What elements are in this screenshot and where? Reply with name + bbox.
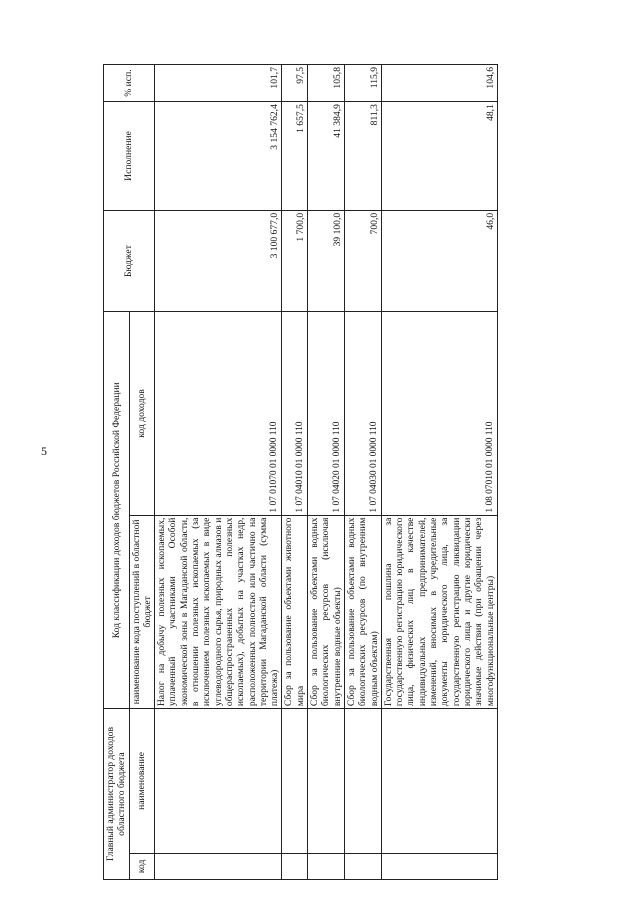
admin-code-cell [308,853,345,879]
revenue-table [103,64,498,880]
execution-cell: 1 657,5 [282,102,308,211]
revenue-code-cell: 1 07 04020 01 0000 110 [308,312,345,515]
table-row [381,65,497,880]
admin-name-cell [155,709,282,854]
admin-name-cell [282,709,308,854]
budget-cell: 1 700,0 [282,210,308,312]
revenue-name-cell: Сбор за пользование объектами водных биологических ресурсов (исключая внутренние водные объекты) [308,515,345,709]
header-percent: % исп. [104,65,155,102]
table-row [282,65,308,880]
table-row [344,65,381,880]
admin-code-cell [344,853,381,879]
admin-code-cell [381,853,497,879]
revenue-name-cell: Налог на добычу полезных ископаемых, уплаченный участниками Особой экономической зоны в Магаданской области, в отношении полезных ископаемых (за исключением полезных ископаемых в виде углеводородного сырья, природных алмазов и общераспространенных полезных ископаемых), добытых на участках недр, расположенных полностью или частично на территории Магаданской области (сумма платежа) [155,515,282,709]
header-execution: Исполнение [104,102,155,211]
budget-cell: 700,0 [344,210,381,312]
execution-cell: 41 384,9 [308,102,345,211]
header-budget: Бюджет [104,210,155,312]
admin-code-cell [282,853,308,879]
budget-cell: 3 100 677,0 [155,210,282,312]
header-row-1 [104,65,130,880]
page-number: 5 [41,444,47,458]
admin-name-cell [308,709,345,854]
percent-cell: 101,7 [155,65,282,102]
revenue-code-cell: 1 07 04010 01 0000 110 [282,312,308,515]
header-admin-name: наименование [129,709,155,854]
budget-cell: 39 100,0 [308,210,345,312]
revenue-name-cell: Сбор за пользование объектами животного мира [282,515,308,709]
admin-name-cell [344,709,381,854]
execution-cell: 811,3 [344,102,381,211]
table-row [308,65,345,880]
admin-name-cell [381,709,497,854]
revenue-name-cell: Сбор за пользование объектами водных биологических ресурсов (по внутренним водным объектам) [344,515,381,709]
execution-cell: 3 154 762,4 [155,102,282,211]
budget-cell: 46,0 [381,210,497,312]
header-admin-code: код [129,853,155,879]
percent-cell: 97,5 [282,65,308,102]
execution-cell: 48,1 [381,102,497,211]
admin-code-cell [155,853,282,879]
percent-cell: 115,9 [344,65,381,102]
header-revenue-name: наименование кода поступлений в областной бюджет [129,515,155,709]
header-revenue-code: код доходов [129,312,155,515]
table-row [155,65,282,880]
header-kbk-group: Код классификации доходов бюджетов Российской Федерации [104,312,130,709]
header-admin-group: Главный администратор доходов областного бюджета [104,709,130,880]
rotated-page-content [103,60,613,880]
revenue-code-cell: 1 08 07010 01 0000 110 [381,312,497,515]
revenue-code-cell: 1 07 04030 01 0000 110 [344,312,381,515]
revenue-code-cell: 1 07 01070 01 0000 110 [155,312,282,515]
percent-cell: 104,6 [381,65,497,102]
revenue-name-cell: Государственная пошлина за государственную регистрацию юридического лица, физических лиц в качестве индивидуальных предпринимателей, изменений, вносимых в учредительные документы юридического лица, за государственную регистрацию ликвидации юридического лица и другие юридически значимые действия (при обращении через многофункциональные центры) [381,515,497,709]
percent-cell: 105,8 [308,65,345,102]
